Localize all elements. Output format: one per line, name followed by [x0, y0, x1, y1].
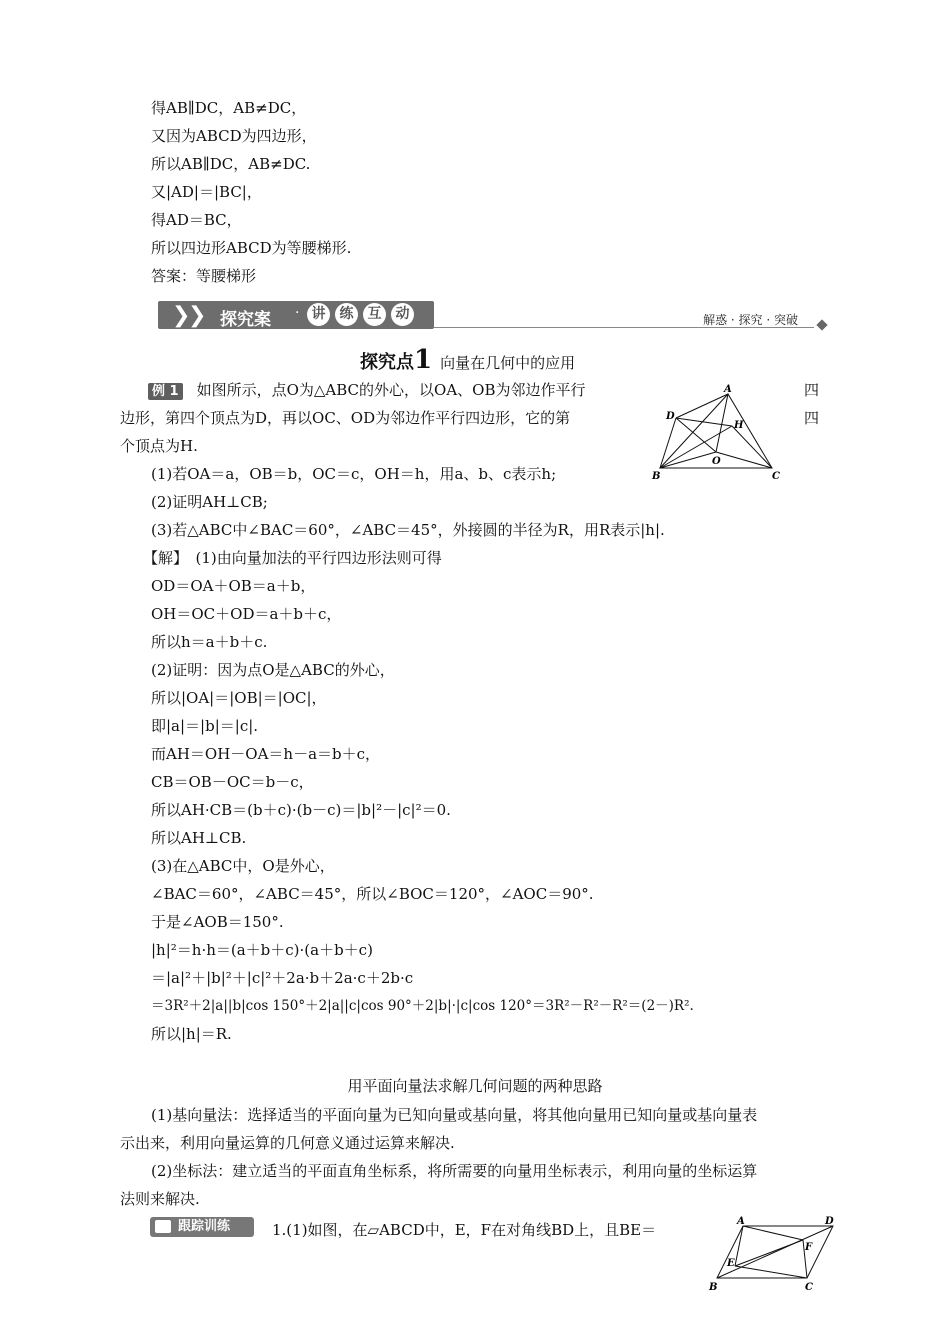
question-2: (2)证明AH⊥CB;	[151, 493, 268, 511]
figure-label: D	[666, 411, 675, 422]
figure-label: A	[724, 384, 732, 395]
solution-line: 【解】 (1)由向量加法的平行四边形法则可得	[143, 549, 442, 567]
method-paragraph: (2)坐标法：建立适当的平面直角坐标系，将所需要的向量用坐标表示，利用向量的坐标运算	[151, 1162, 758, 1180]
solution-line: CB＝OB－OC＝b－c，	[151, 773, 314, 791]
figure-label: O	[712, 456, 721, 467]
banner-char: 互	[363, 303, 386, 326]
solution-line: ＝3R²＋2|a||b|cos 150°＋2|a||c|cos 90°＋2|b|·|c|cos 120°＝3R²－R²－R²＝(2－)R².	[151, 998, 694, 1014]
example-line: 边形，第四个顶点为D，再以OC、OD为邻边作平行四边形，它的第	[120, 409, 571, 427]
solution-line: (2)证明：因为点O是△ABC的外心，	[151, 661, 395, 679]
banner-right-text: 解惑 · 探究 · 突破	[703, 313, 798, 327]
top-line: 又|AD|＝|BC|，	[151, 183, 262, 201]
banner-dot: ·	[295, 305, 300, 321]
figure-label: D	[825, 1216, 834, 1227]
method-paragraph: 法则来解决.	[120, 1190, 200, 1208]
solution-line: 而AH＝OH－OA＝h－a＝b＋c，	[151, 745, 381, 763]
solution-line: OD＝OA＋OB＝a＋b，	[151, 577, 316, 595]
banner-title: 探究案	[220, 310, 271, 330]
section-label: 探究点	[360, 352, 414, 373]
figure-label: E	[727, 1258, 735, 1269]
top-line: 又因为ABCD为四边形，	[151, 127, 317, 145]
figure-label: B	[709, 1282, 718, 1293]
followup-text: 1.(1)如图，在▱ABCD中，E，F在对角线BD上，且BE＝	[272, 1221, 657, 1239]
solution-line: 所以AH·CB＝(b＋c)·(b－c)＝|b|²－|c|²＝0.	[151, 801, 451, 819]
notebook-icon	[155, 1220, 171, 1233]
example-line-end: 四	[804, 409, 820, 427]
figure-label: A	[737, 1216, 745, 1227]
section-heading	[360, 345, 575, 375]
top-line: 所以AB∥DC，AB≠DC.	[151, 155, 311, 173]
example-line-end: 四	[804, 381, 820, 399]
top-line: 得AB∥DC，AB≠DC，	[151, 99, 307, 117]
example-text: 如图所示，点O为△ABC的外心，以OA、OB为邻边作平行	[196, 381, 586, 399]
banner-char: 练	[335, 303, 358, 326]
banner-char: 动	[391, 303, 414, 326]
chevron-right-icon: ❯	[188, 303, 207, 328]
chevron-right-icon: ❯	[172, 303, 191, 328]
section-banner	[158, 301, 828, 331]
top-line: 所以四边形ABCD为等腰梯形.	[151, 239, 352, 257]
diamond-icon	[816, 319, 827, 330]
method-title: 用平面向量法求解几何问题的两种思路	[347, 1077, 603, 1095]
section-number: 1	[414, 345, 433, 375]
example-badge: 例 1	[148, 383, 183, 400]
question-3: (3)若△ABC中∠BAC＝60°，∠ABC＝45°，外接圆的半径为R，用R表示|h|.	[151, 521, 665, 539]
method-paragraph: 示出来，利用向量运算的几何意义通过运算来解决.	[120, 1134, 455, 1152]
solution-line: 所以|h|＝R.	[151, 1025, 232, 1043]
banner-char: 讲	[307, 303, 330, 326]
solution-line: |h|²＝h·h＝(a＋b＋c)·(a＋b＋c)	[151, 941, 373, 959]
solution-line: 所以AH⊥CB.	[151, 829, 247, 847]
solution-line: 所以|OA|＝|OB|＝|OC|，	[151, 689, 327, 707]
section-subtitle: 向量在几何中的应用	[440, 354, 576, 372]
solution-line: ＝|a|²＋|b|²＋|c|²＋2a·b＋2a·c＋2b·c	[151, 969, 414, 987]
solution-line: ∠BAC＝60°，∠ABC＝45°，所以∠BOC＝120°，∠AOC＝90°.	[151, 885, 594, 903]
top-line: 得AD＝BC，	[151, 211, 242, 229]
solution-line: OH＝OC＋OD＝a＋b＋c，	[151, 605, 342, 623]
solution-line: 于是∠AOB＝150°.	[151, 913, 284, 931]
followup-badge	[150, 1217, 254, 1237]
triangle-figure	[650, 382, 790, 482]
parallelogram-figure	[705, 1214, 845, 1294]
figure-label: C	[772, 471, 780, 482]
followup-badge-label: 跟踪训练	[178, 1219, 231, 1234]
example-line: 个顶点为H.	[120, 437, 198, 455]
example-line	[148, 380, 585, 400]
solution-line: 所以h＝a＋b＋c.	[151, 633, 268, 651]
question-1: (1)若OA＝a，OB＝b，OC＝c，OH＝h，用a、b、c表示h;	[151, 465, 557, 483]
figure-label: H	[734, 420, 744, 431]
solution-line: (3)在△ABC中，O是外心，	[151, 857, 335, 875]
figure-label: B	[652, 471, 661, 482]
figure-label: C	[805, 1282, 813, 1293]
answer-line: 答案：等腰梯形	[151, 267, 257, 285]
figure-label: F	[805, 1242, 813, 1253]
solution-line: 即|a|＝|b|＝|c|.	[151, 717, 259, 735]
method-paragraph: (1)基向量法：选择适当的平面向量为已知向量或基向量，将其他向量用已知向量或基向量表	[151, 1106, 758, 1124]
